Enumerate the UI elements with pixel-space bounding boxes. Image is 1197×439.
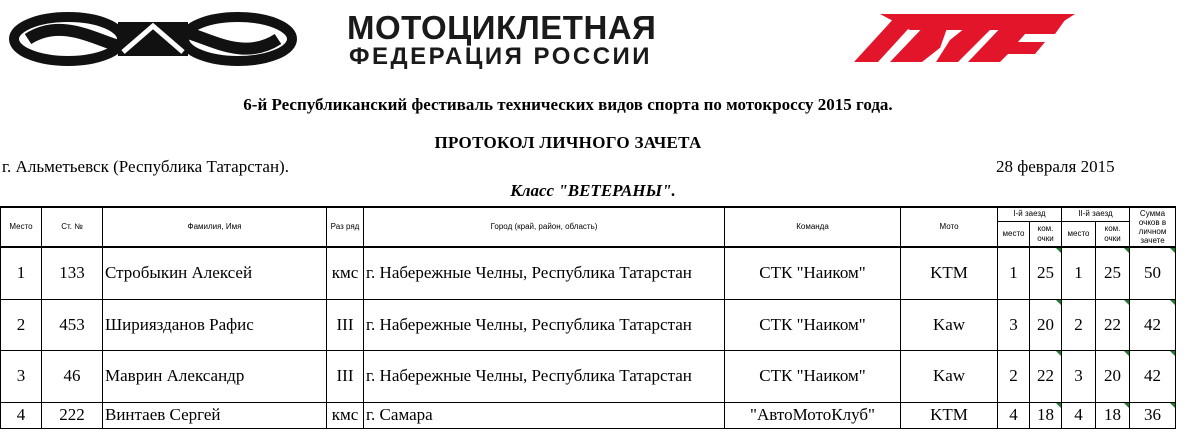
event-title: 6-й Республиканский фестиваль технических видов спорта по мотокроссу 2015 года.: [243, 95, 893, 114]
cell-city: г. Набережные Челны, Республика Татарстан: [364, 247, 725, 299]
cell-h1-place: 4: [998, 402, 1030, 428]
cell-place: 2: [1, 299, 42, 350]
table-row: [1, 350, 1176, 402]
cell-h2-place: 2: [1062, 299, 1096, 350]
cell-h1-points: 20: [1030, 299, 1062, 350]
cell-h1-place: 3: [998, 299, 1030, 350]
col-heat2-place: место: [1062, 221, 1096, 247]
cell-name: Стробыкин Алексей: [103, 247, 327, 299]
col-heat1-place: место: [998, 221, 1030, 247]
col-total: [1130, 207, 1176, 247]
federation-name-line1: МОТОЦИКЛЕТНАЯ: [347, 9, 657, 46]
cell-h2-place: 1: [1062, 247, 1096, 299]
cell-place: 4: [1, 402, 42, 428]
col-moto: Мото: [901, 207, 998, 247]
cell-rank: III: [327, 350, 364, 402]
cell-moto: KTM: [901, 402, 998, 428]
event-city: г. Альметьевск (Республика Татарстан).: [2, 157, 289, 176]
col-heat2: II-й заезд: [1062, 207, 1130, 221]
cell-number: 133: [42, 247, 103, 299]
cell-number: 453: [42, 299, 103, 350]
federation-name: [347, 9, 827, 70]
cell-place: 1: [1, 247, 42, 299]
results-table: [0, 206, 1176, 429]
federation-name-line2: ФЕДЕРАЦИЯ РОССИИ: [349, 43, 653, 70]
cell-name: Маврин Александр: [103, 350, 327, 402]
col-name: Фамилия, Имя: [103, 207, 327, 247]
table-row: [1, 247, 1176, 299]
event-date: 28 февраля 2015: [996, 157, 1115, 176]
cell-h1-place: 1: [998, 247, 1030, 299]
cell-name: Шириязданов Рафис: [103, 299, 327, 350]
cell-name: Винтаев Сергей: [103, 402, 327, 428]
col-rank: Раз ряд: [327, 207, 364, 247]
col-place: Место: [1, 207, 42, 247]
col-number: Ст. №: [42, 207, 103, 247]
cell-total: 50: [1130, 247, 1176, 299]
cell-h1-points: 18: [1030, 402, 1062, 428]
cell-city: г. Самара: [364, 402, 725, 428]
cell-number: 46: [42, 350, 103, 402]
cell-h2-points: 22: [1096, 299, 1130, 350]
cell-place: 3: [1, 350, 42, 402]
federation-emblem-icon: [8, 12, 298, 66]
cell-team: "АвтоМотоКлуб": [725, 402, 901, 428]
mf-logo-icon: [850, 10, 1080, 66]
cell-rank: кмс: [327, 402, 364, 428]
col-total-label: Сумма очков в личном зачете: [1138, 209, 1167, 245]
cell-city: г. Набережные Челны, Республика Татарстан: [364, 299, 725, 350]
col-team: Команда: [725, 207, 901, 247]
cell-moto: KTM: [901, 247, 998, 299]
cell-h2-points: 25: [1096, 247, 1130, 299]
col-heat1: I-й заезд: [998, 207, 1062, 221]
cell-h1-place: 2: [998, 350, 1030, 402]
cell-team: СТК "Наиком": [725, 299, 901, 350]
cell-total: 42: [1130, 299, 1176, 350]
protocol-title: ПРОТОКОЛ ЛИЧНОГО ЗАЧЕТА: [434, 133, 702, 152]
class-label: Класс "ВЕТЕРАНЫ".: [510, 181, 676, 200]
cell-moto: Kaw: [901, 350, 998, 402]
table-row: [1, 402, 1176, 428]
cell-total: 42: [1130, 350, 1176, 402]
col-heat1-points: ком. очки: [1030, 221, 1062, 247]
cell-city: г. Набережные Челны, Республика Татарстан: [364, 350, 725, 402]
cell-number: 222: [42, 402, 103, 428]
cell-h2-points: 18: [1096, 402, 1130, 428]
cell-total: 36: [1130, 402, 1176, 428]
col-city: Город (край, район, область): [364, 207, 725, 247]
cell-h1-points: 22: [1030, 350, 1062, 402]
col-heat2-points: ком. очки: [1096, 221, 1130, 247]
table-row: [1, 299, 1176, 350]
cell-h2-place: 4: [1062, 402, 1096, 428]
cell-moto: Kaw: [901, 299, 998, 350]
cell-h1-points: 25: [1030, 247, 1062, 299]
cell-team: СТК "Наиком": [725, 350, 901, 402]
cell-h2-place: 3: [1062, 350, 1096, 402]
cell-rank: III: [327, 299, 364, 350]
cell-h2-points: 20: [1096, 350, 1130, 402]
header-logos: [0, 0, 1197, 80]
cell-rank: кмс: [327, 247, 364, 299]
cell-team: СТК "Наиком": [725, 247, 901, 299]
